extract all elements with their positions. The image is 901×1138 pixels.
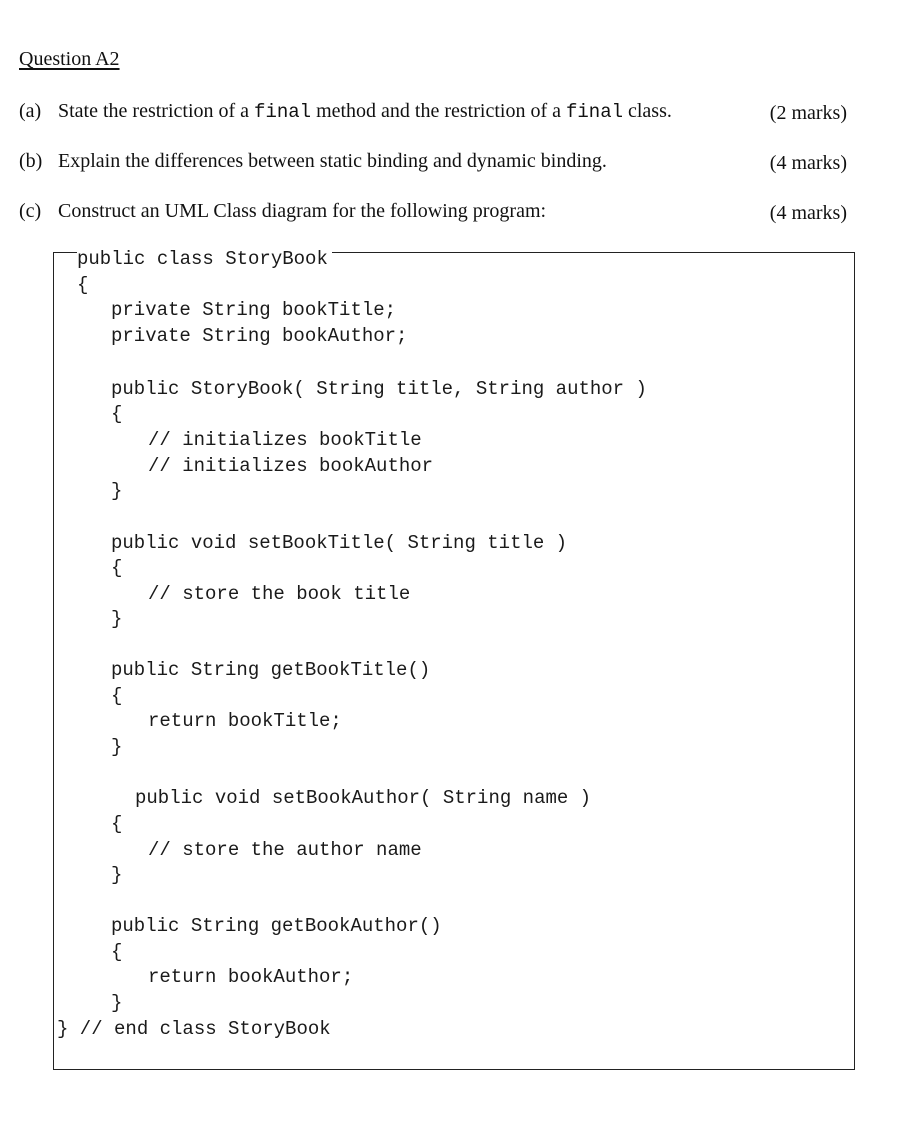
question-a xyxy=(19,100,847,130)
question-b-text: Explain the differences between static binding and dynamic binding. xyxy=(58,150,607,172)
question-a-text-part2: method and the restriction of a xyxy=(311,100,566,122)
code-line-get-title-close: } xyxy=(111,736,123,758)
code-line-comment-init-title: // initializes bookTitle xyxy=(148,429,422,451)
question-c xyxy=(19,200,847,230)
code-line-return-title: return bookTitle; xyxy=(148,710,342,732)
question-a-marks: (2 marks) xyxy=(769,102,847,124)
question-a-keyword-2: final xyxy=(565,101,623,123)
code-line-set-title-open: { xyxy=(111,557,123,579)
question-c-letter: (c) xyxy=(19,200,42,222)
code-line-get-author-open: { xyxy=(111,941,123,963)
code-line-class-declaration: public class StoryBook xyxy=(77,248,332,270)
code-line-set-title: public void setBookTitle( String title ) xyxy=(111,532,568,554)
question-a-letter: (a) xyxy=(19,100,42,122)
code-line-open-brace: { xyxy=(77,274,89,296)
code-line-set-author-open: { xyxy=(111,813,123,835)
code-line-get-author: public String getBookAuthor() xyxy=(111,915,442,937)
code-line-end-class: } // end class StoryBook xyxy=(57,1018,331,1040)
question-a-keyword-1: final xyxy=(254,101,312,123)
question-b-marks: (4 marks) xyxy=(769,152,847,174)
question-a-text-part3: class. xyxy=(623,100,672,122)
code-line-set-author: public void setBookAuthor( String name ) xyxy=(135,787,592,809)
code-line-set-author-close: } xyxy=(111,864,123,886)
code-line-comment-init-author: // initializes bookAuthor xyxy=(148,455,434,477)
question-b xyxy=(19,150,847,180)
code-line-return-author: return bookAuthor; xyxy=(148,966,354,988)
code-line-field-author: private String bookAuthor; xyxy=(111,325,408,347)
code-line-set-title-close: } xyxy=(111,608,123,630)
question-heading: Question A2 xyxy=(19,48,120,70)
code-line-get-title-open: { xyxy=(111,685,123,707)
question-a-text-part1: State the restriction of a xyxy=(58,100,255,122)
code-line-get-author-close: } xyxy=(111,992,123,1014)
code-line-field-title: private String bookTitle; xyxy=(111,299,397,321)
code-line-constructor-close: } xyxy=(111,480,123,502)
code-line-comment-store-title: // store the book title xyxy=(148,583,411,605)
code-line-constructor: public StoryBook( String title, String author ) xyxy=(111,378,647,400)
code-line-constructor-open: { xyxy=(111,403,123,425)
code-line-get-title: public String getBookTitle() xyxy=(111,659,431,681)
code-line-comment-store-author: // store the author name xyxy=(148,839,422,861)
question-c-marks: (4 marks) xyxy=(769,202,847,224)
question-b-letter: (b) xyxy=(19,150,43,172)
question-a-text xyxy=(58,100,672,123)
question-c-text: Construct an UML Class diagram for the following program: xyxy=(58,200,547,222)
